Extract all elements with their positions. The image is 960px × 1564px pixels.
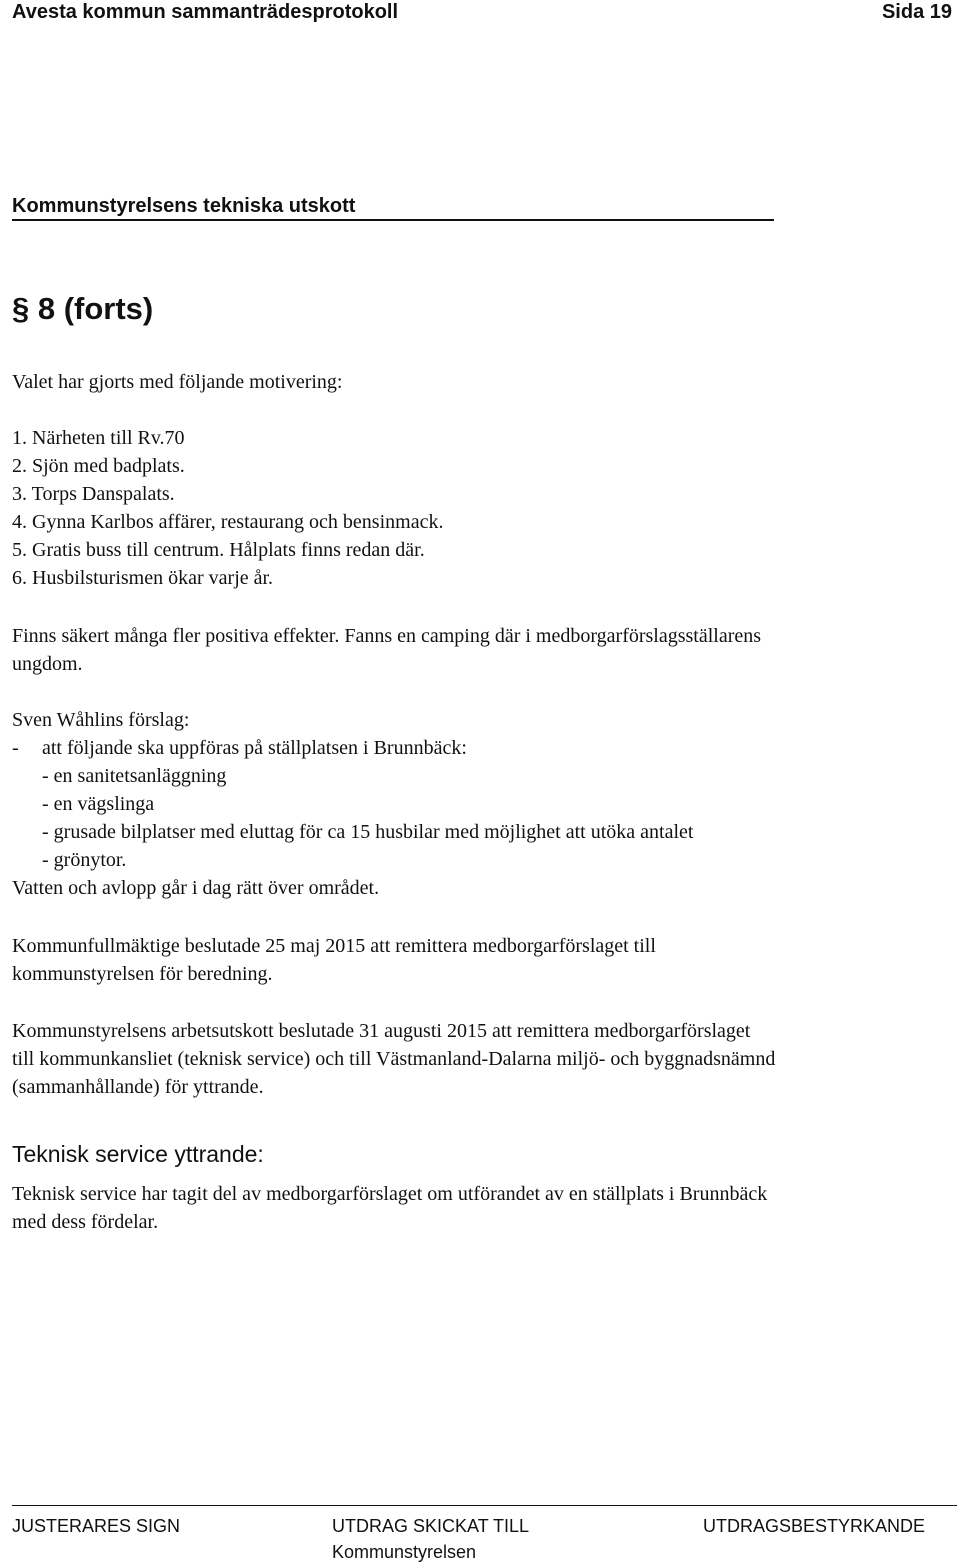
page-number: Sida 19 [881, 1, 952, 23]
proposal-subitem: - en sanitetsanläggning [42, 765, 227, 787]
kf-decision-paragraph [12, 932, 947, 988]
motivation-intro: Valet har gjorts med följande motivering: [12, 371, 343, 393]
section-title: § 8 (forts) [12, 291, 154, 326]
dash-bullet: - [12, 737, 19, 759]
motivation-item: 4. Gynna Karlbos affärer, restaurang och bensinmack. [12, 511, 444, 533]
proposal-water-note: Vatten och avlopp går i dag rätt över området. [12, 877, 380, 899]
teknisk-service-line: Teknisk service har tagit del av medborgarförslaget om utförandet av en ställplats i Brunnbäck [12, 1183, 768, 1205]
teknisk-service-line: med dess fördelar. [12, 1211, 159, 1233]
proposal-main-text: att följande ska uppföras på ställplatsen i Brunnbäck: [42, 737, 467, 759]
au-decision-line: till kommunkansliet (teknisk service) och till Västmanland-Dalarna miljö- och byggnadsnämnd [12, 1048, 776, 1070]
footer-utdrag-recipient: Kommunstyrelsen [332, 1542, 477, 1562]
teknisk-service-heading: Teknisk service yttrande: [12, 1141, 264, 1167]
au-decision-line: (sammanhållande) för yttrande. [12, 1076, 264, 1098]
proposal-block [12, 706, 947, 902]
proposal-subitem: - grönytor. [42, 849, 127, 871]
footer-justerares-sign: JUSTERARES SIGN [12, 1516, 181, 1536]
committee-underline [12, 219, 774, 221]
proposal-subitem: - grusade bilplatser med eluttag för ca 15 husbilar med möjlighet att utöka antalet [42, 821, 694, 843]
motivation-item: 6. Husbilsturismen ökar varje år. [12, 567, 274, 589]
motivation-item: 1. Närheten till Rv.70 [12, 427, 185, 449]
motivation-item: 3. Torps Danspalats. [12, 483, 175, 505]
motivation-list [12, 424, 947, 592]
footer-utdragsbestyrkande: UTDRAGSBESTYRKANDE [703, 1516, 926, 1536]
motivation-item: 2. Sjön med badplats. [12, 455, 185, 477]
effects-paragraph [12, 622, 947, 678]
effects-line: Finns säkert många fler positiva effekter. Fanns en camping där i medborgarförslagsställarens [12, 625, 762, 647]
proposal-heading: Sven Wåhlins förslag: [12, 709, 190, 731]
document-header-title: Avesta kommun sammanträdesprotokoll [12, 1, 399, 23]
motivation-block [12, 368, 947, 396]
au-decision-line: Kommunstyrelsens arbetsutskott beslutade 31 augusti 2015 att remittera medborgarförslaget [12, 1020, 751, 1042]
proposal-subitem: - en vägslinga [42, 793, 155, 815]
motivation-item: 5. Gratis buss till centrum. Hålplats finns redan där. [12, 539, 425, 561]
kf-decision-line: Kommunfullmäktige beslutade 25 maj 2015 att remittera medborgarförslaget till [12, 935, 656, 957]
committee-name: Kommunstyrelsens tekniska utskott [12, 195, 356, 217]
proposal-main-item [12, 734, 947, 762]
footer-divider [12, 1505, 957, 1506]
footer-utdrag-skickat-till: UTDRAG SKICKAT TILL [332, 1516, 530, 1536]
kf-decision-line: kommunstyrelsen för beredning. [12, 963, 273, 985]
au-decision-paragraph [12, 1017, 947, 1101]
effects-line: ungdom. [12, 653, 83, 675]
teknisk-service-paragraph [12, 1180, 947, 1236]
